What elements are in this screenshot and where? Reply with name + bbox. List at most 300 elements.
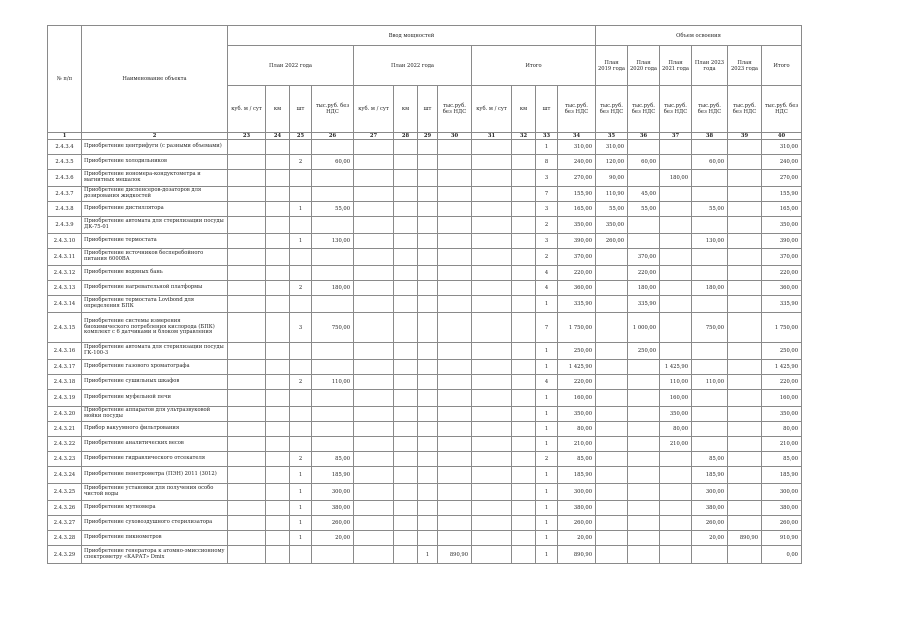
cell-c31 <box>472 452 512 467</box>
unit-header: шт <box>418 86 438 133</box>
cell-c24 <box>266 249 290 266</box>
cell-c29 <box>418 313 438 343</box>
cell-c28 <box>394 452 418 467</box>
cell-c29 <box>418 484 438 501</box>
cell-c27 <box>354 170 394 187</box>
row-number: 2.4.3.12 <box>48 266 82 281</box>
cell-c29 <box>418 360 438 375</box>
row-number: 2.4.3.16 <box>48 343 82 360</box>
cell-c37: 180,00 <box>660 170 692 187</box>
row-number: 2.4.3.4 <box>48 140 82 155</box>
cell-c27 <box>354 546 394 564</box>
cell-c38 <box>692 360 728 375</box>
plan-2023a-header: План 2023 года <box>692 46 728 86</box>
cell-c27 <box>354 467 394 484</box>
plan-2023b-header: План 2023 года <box>728 46 762 86</box>
cell-c33: 2 <box>536 249 558 266</box>
cell-c35 <box>596 546 628 564</box>
col-header-num: № п/п <box>48 26 82 133</box>
cell-c38: 130,00 <box>692 234 728 249</box>
cell-c28 <box>394 501 418 516</box>
cell-c24 <box>266 281 290 296</box>
cell-c23 <box>228 313 266 343</box>
cell-c38: 750,00 <box>692 313 728 343</box>
cell-c27 <box>354 155 394 170</box>
cell-c39 <box>728 467 762 484</box>
cell-c36: 1 000,00 <box>628 313 660 343</box>
cell-c23 <box>228 437 266 452</box>
cell-c31 <box>472 249 512 266</box>
cell-c24 <box>266 437 290 452</box>
cell-c32 <box>512 484 536 501</box>
cell-c34: 350,00 <box>558 217 596 234</box>
column-number: 40 <box>762 133 802 140</box>
cell-c31 <box>472 313 512 343</box>
cell-c24 <box>266 296 290 313</box>
cell-c29 <box>418 516 438 531</box>
cell-c26 <box>312 546 354 564</box>
cell-c33: 1 <box>536 343 558 360</box>
cell-c31 <box>472 375 512 390</box>
cell-c35 <box>596 296 628 313</box>
cell-c36 <box>628 501 660 516</box>
unit-header: тыс.руб. без НДС <box>728 86 762 133</box>
unit-header: тыс.руб. без НДС <box>628 86 660 133</box>
cell-c38: 380,00 <box>692 501 728 516</box>
cell-c27 <box>354 360 394 375</box>
cell-c31 <box>472 187 512 202</box>
cell-c29 <box>418 501 438 516</box>
cell-c37 <box>660 234 692 249</box>
table-row <box>48 281 802 296</box>
cell-c31 <box>472 202 512 217</box>
table-row <box>48 467 802 484</box>
cell-c33: 1 <box>536 546 558 564</box>
cell-c23 <box>228 452 266 467</box>
cell-c40: 165,00 <box>762 202 802 217</box>
cell-c39 <box>728 249 762 266</box>
cell-c26: 380,00 <box>312 501 354 516</box>
cell-c36 <box>628 390 660 407</box>
cell-c38: 60,00 <box>692 155 728 170</box>
cell-c37 <box>660 187 692 202</box>
cell-c27 <box>354 266 394 281</box>
cell-c40: 220,00 <box>762 375 802 390</box>
cell-c32 <box>512 343 536 360</box>
unit-header: км <box>512 86 536 133</box>
cell-c37 <box>660 281 692 296</box>
cell-c38 <box>692 422 728 437</box>
cell-c32 <box>512 390 536 407</box>
cell-c38 <box>692 140 728 155</box>
cell-c35: 90,00 <box>596 170 628 187</box>
cell-c32 <box>512 516 536 531</box>
cell-c37 <box>660 452 692 467</box>
cell-c30 <box>438 281 472 296</box>
cell-c27 <box>354 234 394 249</box>
cell-c30 <box>438 234 472 249</box>
cell-c36 <box>628 484 660 501</box>
cell-c31 <box>472 422 512 437</box>
row-number: 2.4.3.25 <box>48 484 82 501</box>
object-name: Приобретение суховоздушного стерилизатора <box>82 516 228 531</box>
cell-c36 <box>628 407 660 422</box>
cell-c28 <box>394 531 418 546</box>
cell-c24 <box>266 484 290 501</box>
cell-c40: 220,00 <box>762 266 802 281</box>
cell-c27 <box>354 531 394 546</box>
cell-c33: 1 <box>536 484 558 501</box>
cell-c26 <box>312 407 354 422</box>
cell-c33: 1 <box>536 437 558 452</box>
cell-c40: 1 750,00 <box>762 313 802 343</box>
cell-c38: 20,00 <box>692 531 728 546</box>
cell-c27 <box>354 202 394 217</box>
table-row <box>48 531 802 546</box>
cell-c40: 85,00 <box>762 452 802 467</box>
cell-c30 <box>438 390 472 407</box>
cell-c33: 7 <box>536 313 558 343</box>
object-name: Прибор вакуумного фильтрования <box>82 422 228 437</box>
cell-c40: 350,00 <box>762 217 802 234</box>
cell-c35 <box>596 390 628 407</box>
cell-c31 <box>472 437 512 452</box>
cell-c25: 1 <box>290 484 312 501</box>
object-name: Приобретение гидравлического отсекателя <box>82 452 228 467</box>
cell-c34: 155,90 <box>558 187 596 202</box>
object-name: Приобретение генератора к атомно-эмиссионному спектрометру «КАРАТ» Dmix <box>82 546 228 564</box>
cell-c24 <box>266 343 290 360</box>
cell-c33: 3 <box>536 234 558 249</box>
cell-c29 <box>418 266 438 281</box>
cell-c37 <box>660 155 692 170</box>
cell-c39 <box>728 234 762 249</box>
cell-c26: 185,90 <box>312 467 354 484</box>
cell-c33: 1 <box>536 296 558 313</box>
cell-c40: 155,90 <box>762 187 802 202</box>
cell-c35: 260,00 <box>596 234 628 249</box>
cell-c37 <box>660 531 692 546</box>
cell-c29 <box>418 234 438 249</box>
cell-c35 <box>596 531 628 546</box>
cell-c32 <box>512 202 536 217</box>
cell-c25 <box>290 140 312 155</box>
row-number: 2.4.3.20 <box>48 407 82 422</box>
cell-c28 <box>394 360 418 375</box>
column-number: 25 <box>290 133 312 140</box>
cell-c31 <box>472 501 512 516</box>
cell-c40: 210,00 <box>762 437 802 452</box>
cell-c37 <box>660 516 692 531</box>
cell-c29 <box>418 452 438 467</box>
cell-c28 <box>394 437 418 452</box>
cell-c35 <box>596 484 628 501</box>
cell-c34: 360,00 <box>558 281 596 296</box>
object-name: Приобретение сушильных шкафов <box>82 375 228 390</box>
cell-c23 <box>228 531 266 546</box>
row-number: 2.4.3.11 <box>48 249 82 266</box>
cell-c36 <box>628 217 660 234</box>
column-number: 39 <box>728 133 762 140</box>
cell-c36 <box>628 170 660 187</box>
cell-c36 <box>628 234 660 249</box>
cell-c24 <box>266 390 290 407</box>
cell-c28 <box>394 313 418 343</box>
cell-c28 <box>394 375 418 390</box>
column-number: 35 <box>596 133 628 140</box>
cell-c33: 2 <box>536 452 558 467</box>
cell-c36 <box>628 360 660 375</box>
cell-c39 <box>728 375 762 390</box>
cell-c28 <box>394 266 418 281</box>
cell-c25: 2 <box>290 155 312 170</box>
cell-c31 <box>472 467 512 484</box>
cell-c24 <box>266 546 290 564</box>
cell-c26: 750,00 <box>312 313 354 343</box>
cell-c38 <box>692 407 728 422</box>
cell-c30 <box>438 407 472 422</box>
object-name: Приобретение нагревательной платформы <box>82 281 228 296</box>
table-row <box>48 140 802 155</box>
column-number: 31 <box>472 133 512 140</box>
column-number: 37 <box>660 133 692 140</box>
plan-table-sheet <box>47 25 802 564</box>
unit-header: куб. м / сут <box>228 86 266 133</box>
cell-c40: 270,00 <box>762 170 802 187</box>
cell-c33: 1 <box>536 407 558 422</box>
cell-c32 <box>512 313 536 343</box>
cell-c27 <box>354 217 394 234</box>
table-row <box>48 170 802 187</box>
row-number: 2.4.3.21 <box>48 422 82 437</box>
unit-header: тыс.руб. без НДС <box>558 86 596 133</box>
column-number: 27 <box>354 133 394 140</box>
unit-header: тыс.руб. без НДС <box>692 86 728 133</box>
cell-c25 <box>290 422 312 437</box>
cell-c26 <box>312 249 354 266</box>
column-number: 28 <box>394 133 418 140</box>
object-name: Приобретение мутномера <box>82 501 228 516</box>
cell-c25 <box>290 296 312 313</box>
cell-c39 <box>728 501 762 516</box>
cell-c30 <box>438 187 472 202</box>
cell-c28 <box>394 187 418 202</box>
cell-c32 <box>512 407 536 422</box>
column-number: 32 <box>512 133 536 140</box>
cell-c38 <box>692 343 728 360</box>
cell-c27 <box>354 452 394 467</box>
cell-c40: 360,00 <box>762 281 802 296</box>
cell-c25: 1 <box>290 202 312 217</box>
column-number: 36 <box>628 133 660 140</box>
cell-c39 <box>728 343 762 360</box>
cell-c37: 110,00 <box>660 375 692 390</box>
cell-c30 <box>438 155 472 170</box>
cell-c38: 110,00 <box>692 375 728 390</box>
cell-c36: 60,00 <box>628 155 660 170</box>
cell-c34: 890,90 <box>558 546 596 564</box>
plan-table <box>47 25 802 564</box>
cell-c34: 210,00 <box>558 437 596 452</box>
cell-c23 <box>228 170 266 187</box>
cell-c35 <box>596 375 628 390</box>
cell-c35: 110,90 <box>596 187 628 202</box>
cell-c30 <box>438 467 472 484</box>
plan-2022b-header: План 2022 года <box>354 46 472 86</box>
cell-c26: 300,00 <box>312 484 354 501</box>
cell-c40: 160,00 <box>762 390 802 407</box>
row-number: 2.4.3.26 <box>48 501 82 516</box>
group-header-volume: Объем освоения <box>596 26 802 46</box>
cell-c37 <box>660 249 692 266</box>
cell-c24 <box>266 375 290 390</box>
cell-c25 <box>290 437 312 452</box>
row-number: 2.4.3.28 <box>48 531 82 546</box>
cell-c39 <box>728 217 762 234</box>
cell-c28 <box>394 249 418 266</box>
cell-c37: 80,00 <box>660 422 692 437</box>
cell-c30 <box>438 217 472 234</box>
cell-c30 <box>438 484 472 501</box>
cell-c29 <box>418 375 438 390</box>
cell-c23 <box>228 155 266 170</box>
table-row <box>48 187 802 202</box>
cell-c37 <box>660 313 692 343</box>
cell-c34: 160,00 <box>558 390 596 407</box>
cell-c34: 250,00 <box>558 343 596 360</box>
cell-c37 <box>660 296 692 313</box>
cell-c31 <box>472 407 512 422</box>
cell-c30 <box>438 531 472 546</box>
cell-c23 <box>228 422 266 437</box>
cell-c24 <box>266 531 290 546</box>
cell-c29 <box>418 437 438 452</box>
table-row <box>48 202 802 217</box>
row-number: 2.4.3.22 <box>48 437 82 452</box>
cell-c32 <box>512 281 536 296</box>
cell-c30 <box>438 452 472 467</box>
object-name: Приобретение автомата для стерилизации посуды ДК-75-01 <box>82 217 228 234</box>
row-number: 2.4.3.17 <box>48 360 82 375</box>
cell-c37 <box>660 140 692 155</box>
cell-c32 <box>512 266 536 281</box>
table-row <box>48 437 802 452</box>
cell-c37 <box>660 202 692 217</box>
table-row <box>48 343 802 360</box>
cell-c32 <box>512 187 536 202</box>
cell-c23 <box>228 281 266 296</box>
cell-c33: 4 <box>536 281 558 296</box>
cell-c26 <box>312 437 354 452</box>
cell-c32 <box>512 501 536 516</box>
cell-c32 <box>512 296 536 313</box>
cell-c35 <box>596 266 628 281</box>
cell-c26: 110,00 <box>312 375 354 390</box>
cell-c35 <box>596 407 628 422</box>
cell-c23 <box>228 234 266 249</box>
cell-c30 <box>438 516 472 531</box>
cell-c30 <box>438 266 472 281</box>
cell-c31 <box>472 170 512 187</box>
cell-c24 <box>266 422 290 437</box>
cell-c31 <box>472 155 512 170</box>
cell-c29 <box>418 407 438 422</box>
row-number: 2.4.3.24 <box>48 467 82 484</box>
cell-c40: 1 425,90 <box>762 360 802 375</box>
object-name: Приобретение аналитических весов <box>82 437 228 452</box>
cell-c40: 300,00 <box>762 484 802 501</box>
unit-header: тыс.руб. без НДС <box>596 86 628 133</box>
cell-c39 <box>728 266 762 281</box>
cell-c23 <box>228 390 266 407</box>
cell-c34: 1 750,00 <box>558 313 596 343</box>
cell-c33: 1 <box>536 140 558 155</box>
group-header-input: Ввод мощностей <box>228 26 596 46</box>
cell-c23 <box>228 249 266 266</box>
cell-c38: 300,00 <box>692 484 728 501</box>
cell-c23 <box>228 360 266 375</box>
cell-c26 <box>312 140 354 155</box>
cell-c27 <box>354 390 394 407</box>
cell-c29 <box>418 155 438 170</box>
cell-c38: 180,00 <box>692 281 728 296</box>
plan-2021-header: План 2021 года <box>660 46 692 86</box>
plan-2022-header: План 2022 года <box>228 46 354 86</box>
cell-c35 <box>596 516 628 531</box>
cell-c36: 55,00 <box>628 202 660 217</box>
cell-c24 <box>266 140 290 155</box>
cell-c37 <box>660 343 692 360</box>
cell-c27 <box>354 437 394 452</box>
cell-c40: 335,90 <box>762 296 802 313</box>
table-row <box>48 266 802 281</box>
itogo-header: Итого <box>472 46 596 86</box>
unit-header: км <box>266 86 290 133</box>
cell-c23 <box>228 546 266 564</box>
cell-c34: 165,00 <box>558 202 596 217</box>
cell-c35 <box>596 360 628 375</box>
column-number: 34 <box>558 133 596 140</box>
col-header-name: Наименование объекта <box>82 26 228 133</box>
cell-c23 <box>228 467 266 484</box>
cell-c28 <box>394 170 418 187</box>
cell-c24 <box>266 234 290 249</box>
cell-c26 <box>312 422 354 437</box>
cell-c26: 20,00 <box>312 531 354 546</box>
cell-c38 <box>692 266 728 281</box>
cell-c39 <box>728 452 762 467</box>
cell-c30 <box>438 343 472 360</box>
cell-c27 <box>354 375 394 390</box>
cell-c32 <box>512 467 536 484</box>
cell-c32 <box>512 234 536 249</box>
cell-c28 <box>394 296 418 313</box>
cell-c37: 350,00 <box>660 407 692 422</box>
cell-c25 <box>290 390 312 407</box>
cell-c39 <box>728 296 762 313</box>
cell-c31 <box>472 360 512 375</box>
cell-c24 <box>266 202 290 217</box>
cell-c24 <box>266 170 290 187</box>
cell-c37: 1 425,90 <box>660 360 692 375</box>
table-row <box>48 234 802 249</box>
table-row <box>48 516 802 531</box>
table-row <box>48 484 802 501</box>
cell-c31 <box>472 516 512 531</box>
column-number: 38 <box>692 133 728 140</box>
cell-c25 <box>290 407 312 422</box>
cell-c29 <box>418 187 438 202</box>
